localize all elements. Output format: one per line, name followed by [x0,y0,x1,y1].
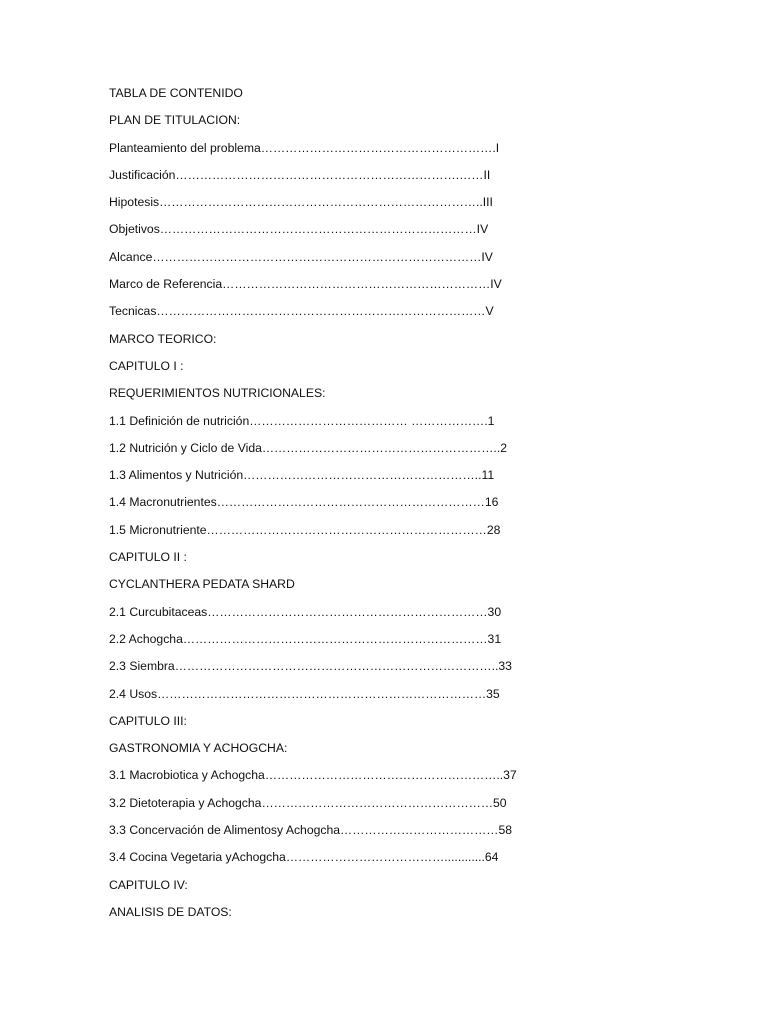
toc-chapter-heading: CAPITULO I : [109,358,184,373]
toc-entry: Alcance………………………………………………………………………IV [109,249,493,264]
toc-entry: 1.3 Alimentos y Nutrición…………………………………………………..11 [109,468,495,483]
toc-entry: 1.2 Nutrición y Ciclo de Vida…………………………………………………..2 [109,440,507,455]
toc-entry: 3.2 Dietoterapia y Achogcha…………………………………………………50 [109,795,507,810]
toc-chapter-title: CYCLANTHERA PEDATA SHARD [109,577,295,592]
toc-entry: 2.1 Curcubitaceas……………………………………………………………30 [109,604,502,619]
toc-chapter-title: GASTRONOMIA Y ACHOGCHA: [109,741,288,756]
toc-entry: 2.3 Siembra……………………………………………………………………..33 [109,659,512,674]
toc-chapter-title: REQUERIMIENTOS NUTRICIONALES: [109,386,326,401]
toc-entry: Planteamiento del problema………………………………………………….I [109,140,500,155]
toc-entry: Tecnicas………………………………………………………………………V [109,304,494,319]
toc-entry: 3.4 Cocina Vegetaria yAchogcha…………………………………............64 [109,850,499,865]
toc-section-heading: PLAN DE TITULACION: [109,113,241,128]
toc-entry: Hipotesis……………………………………………………………………..III [109,195,493,210]
toc-heading: TABLA DE CONTENIDO [109,86,243,100]
toc-entry: 2.2 Achogcha…………………………………………………………………31 [109,631,502,646]
toc-chapter-heading: CAPITULO IV: [109,877,188,892]
toc-entry: Marco de Referencia…………………………………………………………IV [109,277,502,292]
toc-entry: 3.3 Concervación de Alimentosy Achogcha…………………………………58 [109,823,513,838]
toc-entry: 1.1 Definición de nutrición………………………………… ……………….1 [109,413,495,428]
table-of-contents [109,84,709,930]
toc-chapter-heading: CAPITULO II : [109,550,187,565]
toc-section-heading: MARCO TEORICO: [109,331,217,346]
toc-entry: 1.5 Micronutriente……………………………………………………………28 [109,522,501,537]
toc-entry: 1.4 Macronutrientes…………………………………………………………16 [109,495,499,510]
toc-entry: 2.4 Usos………………………………………………………………………35 [109,686,500,701]
toc-chapter-title: ANALISIS DE DATOS: [109,904,232,919]
toc-entry: 3.1 Macrobiotica y Achogcha…………………………………………………..37 [109,768,517,783]
toc-entry: Justificación…………………………………………………………….……II [109,167,491,182]
toc-entry: Objetivos……………………………………………………………………IV [109,222,489,237]
toc-chapter-heading: CAPITULO III: [109,713,187,728]
